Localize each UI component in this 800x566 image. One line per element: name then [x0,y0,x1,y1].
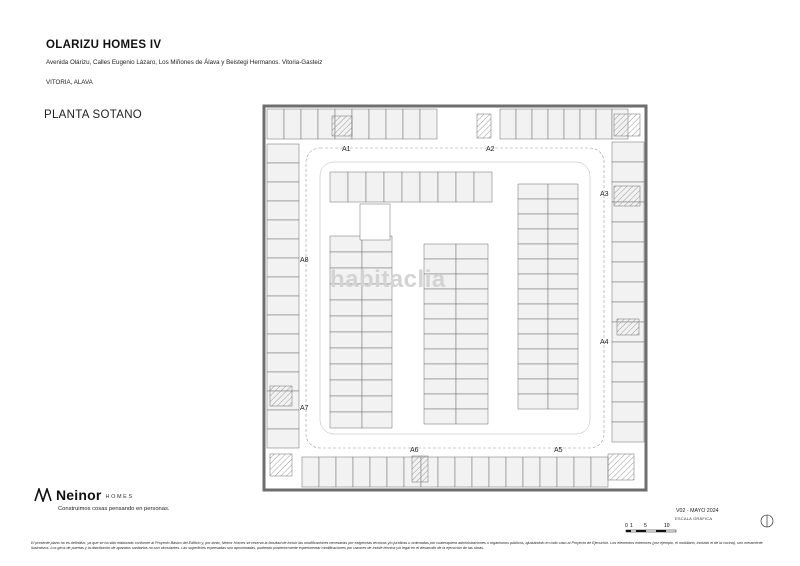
parking-space [362,332,392,348]
parking-space [455,457,472,487]
parking-space [456,304,488,319]
parking-space [548,289,578,304]
parking-space [612,422,644,442]
parking-space [362,380,392,396]
plan-version: V02 - MAYO 2024 [676,508,719,514]
parking-space [438,457,455,487]
parking-space [472,457,489,487]
parking-space [612,282,644,302]
parking-space [336,457,353,487]
parking-space [456,379,488,394]
parking-space [319,457,336,487]
parking-space [548,394,578,409]
parking-space [548,259,578,274]
parking-space [424,379,456,394]
project-title: OLARIZU HOMES IV [46,39,162,51]
legal-disclaimer: El presente plano no es definitivo, ya que se ha sido elaborado conforme al Proyecto Básico del Edificio y, por tanto, Neinor Homes se reserva la facultad de incluir las modificaciones necesarias por exigencias técnicas y/o jurídicas u ordenadas por cualesquiera administraciones u organismos públicos, ajustándolo en todo caso al Proyecto de Ejecución. Los elementos exteriores (por ejemplo, el mobiliario, incluido el de la cocina), son meramente ilustrativos. Los giros de puertas y la distribución de aparatos sanitarios no son vinculantes. Las superficies expresadas son aproximadas, pudiendo posteriormente experimentar modificaciones por razones de índole técnica y/o legal en el desarrollo de la ejecución de las obras. [31,541,763,551]
stair-core [614,186,640,206]
stair-core [332,116,352,136]
parking-space [456,319,488,334]
parking-space [548,199,578,214]
parking-space [612,342,644,362]
parking-space [424,409,456,424]
parking-space [596,109,612,139]
parking-space [548,229,578,244]
parking-space [362,300,392,316]
parking-space [518,349,548,364]
parking-space [506,457,523,487]
parking-space [330,364,362,380]
parking-space [330,348,362,364]
access-label-a6: A6 [410,447,419,454]
parking-space [518,334,548,349]
parking-space [518,184,548,199]
parking-space [548,109,564,139]
parking-space [548,274,578,289]
parking-space [267,277,299,296]
parking-space [456,244,488,259]
access-label-a4: A4 [600,339,609,346]
parking-space [403,109,420,139]
scale-tick-5: 5 [644,523,647,529]
parking-space [267,258,299,277]
parking-space [518,274,548,289]
scale-tick-1: 1 [630,523,633,529]
parking-space [518,199,548,214]
parking-space [612,222,644,242]
scale-label: ESCALA GRÁFICA [675,516,713,521]
parking-space [500,109,516,139]
access-label-a1: A1 [342,146,351,153]
watermark: habitaclia [330,266,446,293]
parking-space [362,348,392,364]
parking-space [267,353,299,372]
parking-space [532,109,548,139]
parking-space [330,316,362,332]
stair-core [608,454,634,480]
parking-space [424,334,456,349]
parking-space [518,379,548,394]
parking-space [548,304,578,319]
parking-space [330,300,362,316]
parking-space [612,382,644,402]
parking-space [330,380,362,396]
brand-tagline: Construimos cosas pensando en personas. [58,506,170,512]
parking-space [420,172,438,202]
parking-space [612,142,644,162]
parking-space [489,457,506,487]
parking-space [518,304,548,319]
parking-space [574,457,591,487]
parking-space [456,334,488,349]
access-label-a7: A7 [300,405,309,412]
parking-space [523,457,540,487]
stair-core [270,386,292,406]
parking-space [301,109,318,139]
access-label-a3: A3 [600,191,609,198]
parking-space [330,396,362,412]
parking-space [518,364,548,379]
parking-space [366,172,384,202]
parking-space [456,172,474,202]
parking-space [612,242,644,262]
parking-space [456,409,488,424]
parking-space [518,289,548,304]
parking-space [362,364,392,380]
parking-space [284,109,301,139]
neinor-logo-icon [34,488,52,502]
stair-core [477,114,491,138]
parking-space [612,362,644,382]
parking-space [612,402,644,422]
parking-space [267,296,299,315]
parking-space [267,429,299,448]
north-arrow-icon [760,513,774,529]
parking-space [362,396,392,412]
parking-space [548,334,578,349]
parking-space [330,332,362,348]
parking-space [548,214,578,229]
parking-space [362,412,392,428]
parking-space [548,349,578,364]
parking-space [456,364,488,379]
parking-space [424,364,456,379]
parking-space [438,172,456,202]
plan-title: PLANTA SOTANO [44,109,143,121]
parking-space [267,410,299,429]
parking-space [362,316,392,332]
parking-space [370,457,387,487]
parking-space [540,457,557,487]
parking-space [518,214,548,229]
parking-space [420,109,437,139]
access-label-a2: A2 [486,146,495,153]
parking-space [612,162,644,182]
parking-space [518,394,548,409]
parking-space [386,109,403,139]
ramp [360,204,390,240]
parking-space [424,394,456,409]
parking-space [267,109,284,139]
parking-space [564,109,580,139]
brand-logo-block [34,486,134,504]
parking-space [330,236,362,252]
scale-tick-10: 10 [664,523,670,529]
parking-space [267,201,299,220]
parking-space [330,172,348,202]
parking-space [302,457,319,487]
parking-space [267,182,299,201]
access-label-a5: A5 [554,447,563,454]
parking-space [548,364,578,379]
parking-space [348,172,366,202]
scale-tick-0: 0 [625,523,628,529]
parking-space [591,457,608,487]
parking-space [612,262,644,282]
floor-plan [262,104,648,492]
parking-space [548,319,578,334]
parking-space [267,239,299,258]
access-label-a8: A8 [300,257,309,264]
parking-space [330,412,362,428]
parking-space [353,457,370,487]
parking-space [580,109,596,139]
parking-space [424,244,456,259]
stair-core [270,454,292,476]
parking-space [267,220,299,239]
parking-space [387,457,404,487]
parking-space [548,244,578,259]
parking-space [516,109,532,139]
parking-space [384,172,402,202]
brand-name: Neinor [56,487,102,503]
brand-sub: HOMES [105,494,134,500]
parking-space [424,304,456,319]
project-city: VITORIA, ALAVA [46,79,93,86]
stair-core [412,456,428,482]
parking-space [456,274,488,289]
parking-space [518,319,548,334]
parking-space [267,315,299,334]
parking-space [424,319,456,334]
parking-space [456,289,488,304]
parking-space [352,109,369,139]
parking-space [548,379,578,394]
parking-space [402,172,420,202]
parking-space [456,394,488,409]
parking-space [557,457,574,487]
graphic-scale [624,521,684,535]
parking-space [518,259,548,274]
parking-space [267,334,299,353]
parking-space [548,184,578,199]
stair-core [617,319,639,335]
parking-space [518,229,548,244]
parking-space [474,172,492,202]
parking-space [267,144,299,163]
parking-space [267,163,299,182]
parking-space [518,244,548,259]
parking-space [424,349,456,364]
project-address: Avenida Olárizu, Calles Eugenio Lázaro, Los Miñones de Álava y Beistegi Hermanos. Vitoria-Gasteiz [46,59,323,66]
stair-core [614,114,640,136]
parking-space [369,109,386,139]
parking-space [456,259,488,274]
parking-space [456,349,488,364]
